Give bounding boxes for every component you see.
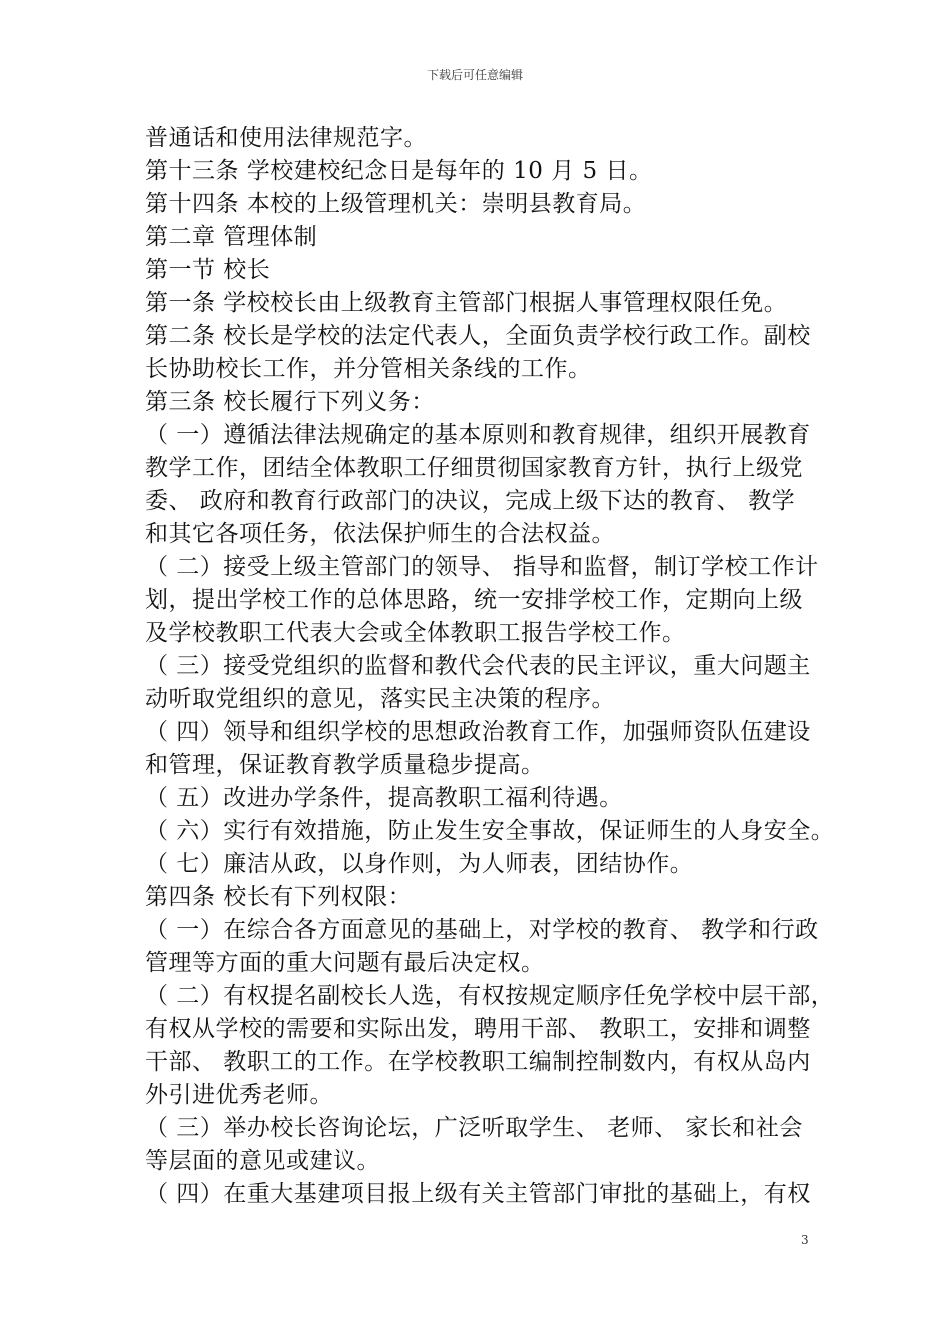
text-line: （ 四）领导和组织学校的思想政治教育工作，加强师资队伍建设	[145, 719, 811, 745]
text-line: 第二章 管理体制	[145, 224, 318, 250]
text-line: （ 四）在重大基建项目报上级有关主管部门审批的基础上，有权	[145, 1181, 811, 1207]
text-line: 第一节 校长	[145, 257, 271, 283]
text-line: 第一条 学校校长由上级教育主管部门根据人事管理权限任免。	[145, 290, 788, 316]
text-line: （ 六）实行有效措施，防止发生安全事故，保证师生的人身安全。	[145, 818, 835, 844]
text-line: （ 一）遵循法律法规确定的基本原则和教育规律，组织开展教育	[145, 422, 811, 448]
text-line: 及学校教职工代表大会或全体教职工报告学校工作。	[145, 620, 686, 646]
document-body	[145, 122, 835, 1211]
text-line: （ 七）廉洁从政，以身作则，为人师表，团结协作。	[145, 851, 694, 877]
text-line: 教学工作，团结全体教职工仔细贯彻国家教育方针，执行上级党	[145, 455, 803, 481]
text-line: 第四条 校长有下列权限：	[145, 884, 412, 910]
text-line: 有权从学校的需要和实际出发，聘用干部、 教职工，安排和调整	[145, 1016, 811, 1042]
text-line: 干部、 教职工的工作。在学校教职工编制控制数内，有权从岛内	[145, 1049, 811, 1075]
text-line: 划，提出学校工作的总体思路，统一安排学校工作，定期向上级	[145, 587, 803, 613]
text-line: （ 三）接受党组织的监督和教代会代表的民主评议，重大问题主	[145, 653, 811, 679]
page-number: 3	[801, 1233, 809, 1247]
text-line: 和其它各项任务，依法保护师生的合法权益。	[145, 521, 615, 547]
text-line: （ 二）接受上级主管部门的领导、 指导和监督，制订学校工作计	[145, 554, 819, 580]
text-line: 第十四条 本校的上级管理机关：崇明县教育局。	[145, 191, 647, 217]
text-line: 普通话和使用法律规范字。	[145, 125, 427, 151]
text-line: 外引进优秀老师。	[145, 1082, 333, 1108]
text-line: 等层面的意见或建议。	[145, 1148, 380, 1174]
text-line: 第二条 校长是学校的法定代表人，全面负责学校行政工作。副校	[145, 323, 811, 349]
text-line: 委、 政府和教育行政部门的决议，完成上级下达的教育、 教学	[145, 488, 796, 514]
text-line: 长协助校长工作，并分管相关条线的工作。	[145, 356, 592, 382]
text-line: 动听取党组织的意见，落实民主决策的程序。	[145, 686, 615, 712]
text-line: （ 三）举办校长咨询论坛，广泛听取学生、 老师、 家长和社会	[145, 1115, 803, 1141]
text-line: （ 一）在综合各方面意见的基础上，对学校的教育、 教学和行政	[145, 917, 819, 943]
text-line: 第十三条 学校建校纪念日是每年的 10 月 5 日。	[145, 158, 653, 184]
text-line: 第三条 校长履行下列义务：	[145, 389, 435, 415]
text-line: （ 二）有权提名副校长人选，有权按规定顺序任免学校中层干部，	[145, 983, 835, 1009]
text-line: 管理等方面的重大问题有最后决定权。	[145, 950, 545, 976]
text-line: 和管理，保证教育教学质量稳步提高。	[145, 752, 545, 778]
text-line: （ 五）改进办学条件，提高教职工福利待遇。	[145, 785, 623, 811]
page-header: 下载后可任意编辑	[426, 68, 523, 82]
